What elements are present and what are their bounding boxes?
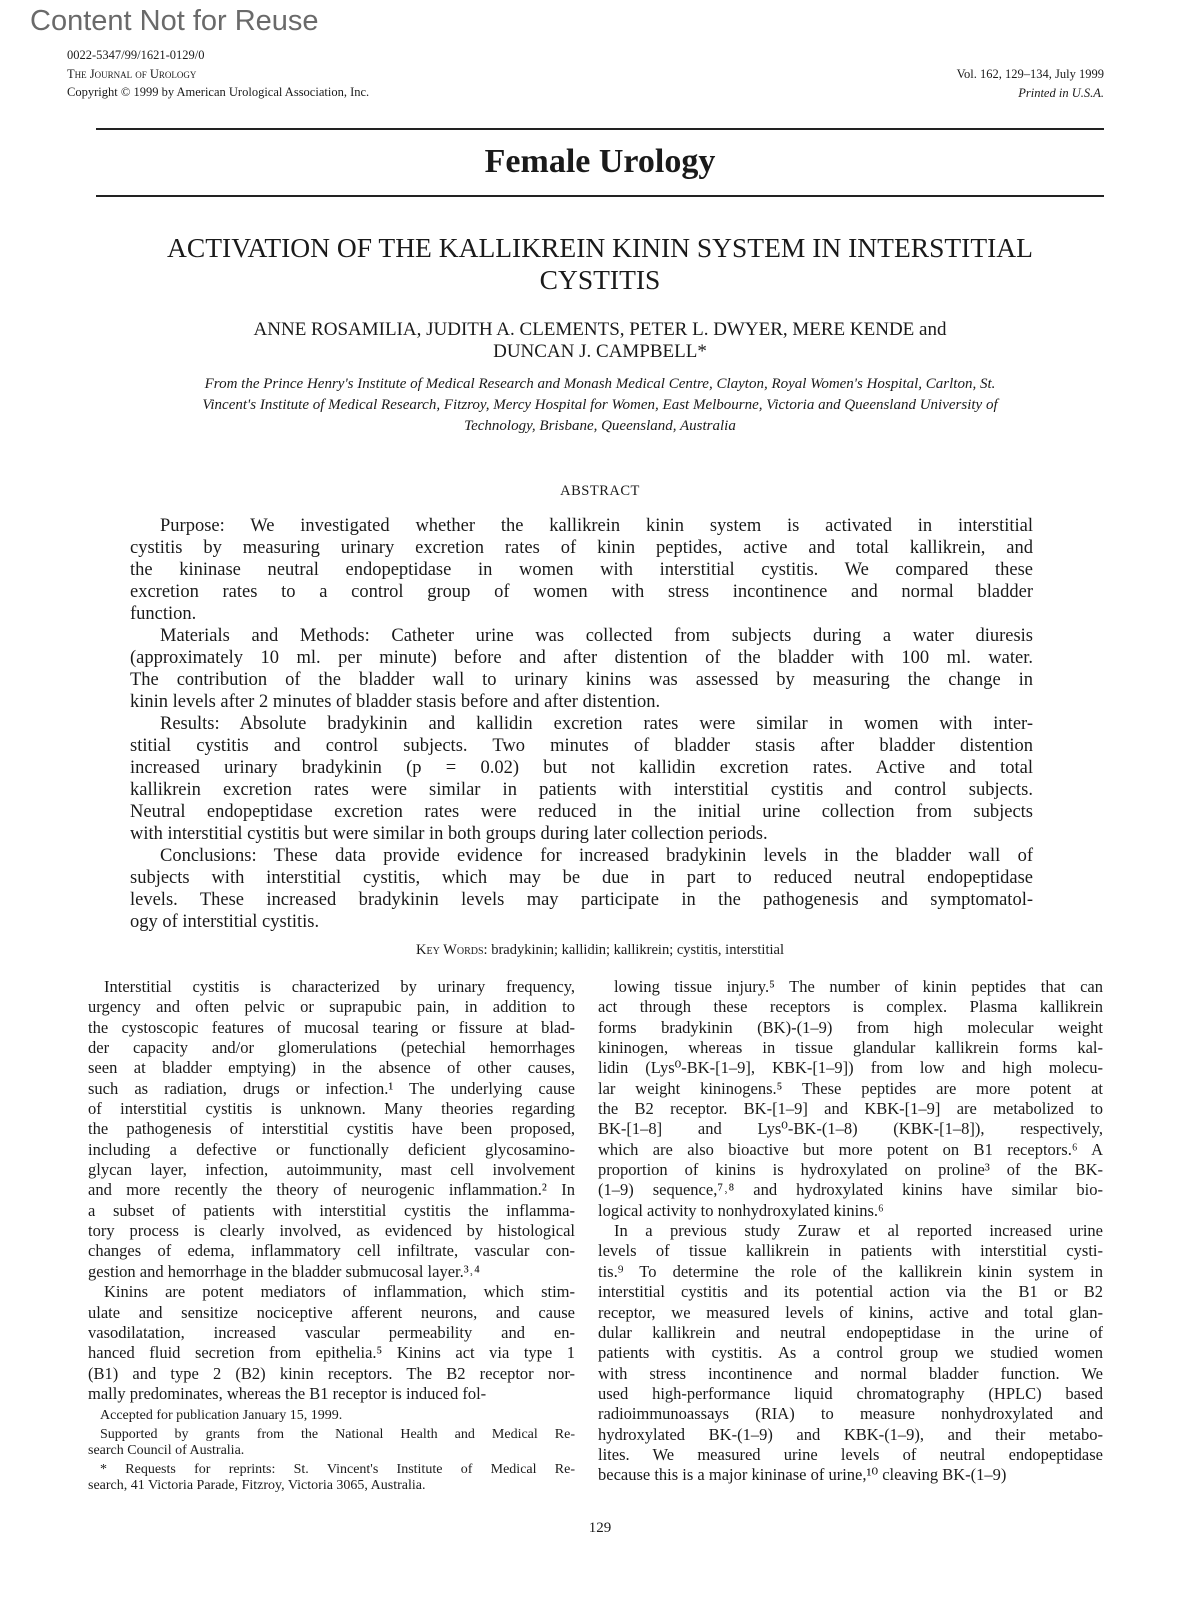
body-line: urgency and often pelvic or suprapubic pain, in addition to: [88, 997, 575, 1017]
abstract-line: Neutral endopeptidase excretion rates were reduced in the initial urine collection from subjects: [130, 802, 1033, 822]
body-line: which are also bioactive but more potent on B1 receptors.⁶ A: [598, 1139, 1103, 1159]
body-line: forms bradykinin (BK)-(1–9) from high molecular weight: [598, 1017, 1103, 1037]
body-line: and more recently the theory of neurogenic inflammation.² In: [88, 1180, 575, 1200]
abstract-line: kinin levels after 2 minutes of bladder stasis before and after distention.: [130, 692, 661, 712]
section-heading: Female Urology: [484, 143, 716, 180]
footnotes: [88, 1408, 575, 1497]
body-line: receptor, we measured levels of kinins, active and total glan-: [598, 1302, 1103, 1322]
body-line: because this is a major kininase of urine,¹⁰ cleaving BK-(1–9): [598, 1465, 1007, 1485]
body-line: such as radiation, drugs or infection.¹ The underlying cause: [88, 1078, 575, 1098]
abstract-line: levels. These increased bradykinin levels may participate in the pathogenesis and symptomatol-: [130, 890, 1033, 910]
body-line: lidin (Lys⁰-BK-[1–9], KBK-[1–9]) from low and high molecu-: [598, 1058, 1103, 1078]
abstract-line: Conclusions: These data provide evidence for increased bradykinin levels in the bladder wall of: [160, 846, 1033, 866]
body-line: tory process is clearly involved, as evidenced by histological: [88, 1221, 575, 1241]
abstract-line: ogy of interstitial cystitis.: [130, 912, 320, 932]
footnote: [88, 1427, 575, 1460]
footnote: [88, 1462, 575, 1495]
body-line: vasodilatation, increased vascular permeability and en-: [88, 1322, 575, 1342]
footnote-line: search, 41 Victoria Parade, Fitzroy, Victoria 3065, Australia.: [88, 1478, 426, 1493]
body-line: lites. We measured urine levels of neutral endopeptidase: [598, 1444, 1103, 1464]
abstract-line: cystitis by measuring urinary excretion rates of kinin peptides, active and total kallikrein, and: [130, 538, 1033, 558]
body-line: logical activity to nonhydroxylated kinins.⁶: [598, 1200, 884, 1220]
abstract-line: function.: [130, 604, 197, 624]
abstract-heading: ABSTRACT: [560, 483, 640, 499]
abstract-line: subjects with interstitial cystitis, which may be due in part to reduced neutral endopeptidase: [130, 868, 1033, 888]
body-line: the cystoscopic features of mucosal tearing or fissure at blad-: [88, 1017, 575, 1037]
affiliation-line: From the Prince Henry's Institute of Medical Research and Monash Medical Centre, Clayton, Royal Women's Hospital, Carlton, St.: [204, 376, 996, 392]
body-line: lowing tissue injury.⁵ The number of kinin peptides that can: [614, 977, 1103, 996]
journal-header-left: [67, 46, 369, 102]
abstract-body: [130, 515, 1033, 933]
abstract-line: excretion rates to a control group of women with stress incontinence and normal bladder: [130, 582, 1033, 602]
abstract-line: kallikrein excretion rates were similar in patients with interstitial cystitis and control subjects.: [130, 780, 1033, 800]
title-line: ACTIVATION OF THE KALLIKREIN KININ SYSTEM IN INTERSTITIAL: [167, 232, 1033, 263]
body-line: kininogen, whereas in tissue glandular kallikrein forms kal-: [598, 1038, 1103, 1058]
left-column: [88, 977, 575, 1404]
body-line: (1–9) sequence,⁷˒⁸ and hydroxylated kinins have similar bio-: [598, 1180, 1103, 1200]
journal-header-right: [957, 65, 1104, 102]
body-line: dular kallikrein and neutral endopeptidase in the urine of: [598, 1322, 1103, 1342]
abstract-line: The contribution of the bladder wall to urinary kinins was assessed by measuring the change in: [130, 670, 1033, 690]
key-words: [0, 942, 1200, 959]
volume-info: Vol. 162, 129–134, July 1999: [956, 67, 1104, 81]
body-line: patients with cystitis. As a control group we studied women: [598, 1343, 1103, 1363]
abstract-line: Purpose: We investigated whether the kallikrein kinin system is activated in interstitial: [160, 516, 1033, 536]
body-line: levels of tissue kallikrein in patients with interstitial cysti-: [598, 1241, 1103, 1261]
abstract-line: Materials and Methods: Catheter urine was collected from subjects during a water diuresis: [160, 626, 1033, 646]
body-line: the pathogenesis of interstitial cystitis have been proposed,: [88, 1119, 575, 1139]
journal-name: The Journal of Urology: [67, 66, 197, 81]
body-line: a subset of patients with interstitial cystitis the inflamma-: [88, 1200, 575, 1220]
title-line: CYSTITIS: [539, 264, 661, 295]
body-line: used high-performance liquid chromatography (HPLC) based: [598, 1383, 1103, 1403]
authors-line: ANNE ROSAMILIA, JUDITH A. CLEMENTS, PETER L. DWYER, MERE KENDE and: [253, 319, 947, 340]
article-title: [60, 232, 1140, 296]
article-code: 0022-5347/99/1621-0129/0: [67, 48, 205, 62]
body-line: mally predominates, whereas the B1 receptor is induced fol-: [88, 1383, 487, 1403]
footnote-line: search Council of Australia.: [88, 1443, 245, 1458]
abstract-line: the kininase neutral endopeptidase in women with interstitial cystitis. We compared these: [130, 560, 1033, 580]
body-line: proportion of kinins is hydroxylated on proline³ of the BK-: [598, 1160, 1103, 1180]
abstract-line: increased urinary bradykinin (p = 0.02) but not kallidin excretion rates. Active and total: [130, 758, 1033, 778]
section-rule: [96, 195, 1104, 197]
authors: [100, 319, 1100, 363]
copyright-line: Copyright © 1999 by American Urological Association, Inc.: [67, 85, 370, 99]
body-line: radioimmunoassays (RIA) to measure nonhydroxylated and: [598, 1404, 1103, 1424]
body-line: ulate and sensitize nociceptive afferent neurons, and cause: [88, 1302, 575, 1322]
footnote-line: Supported by grants from the National Health and Medical Re-: [100, 1426, 575, 1442]
footnote-line: * Requests for reprints: St. Vincent's Institute of Medical Re-: [100, 1461, 575, 1477]
key-words-label: Key Words:: [416, 942, 488, 958]
body-line: hanced fluid secretion from epithelia.⁵ Kinins act via type 1: [88, 1343, 575, 1363]
abstract-line: with interstitial cystitis but were similar in both groups during later collection periods.: [130, 824, 768, 844]
body-line: lar weight kininogens.⁵ These peptides are more potent at: [598, 1078, 1103, 1098]
body-line: Kinins are potent mediators of inflammation, which stim-: [104, 1282, 575, 1302]
body-line: Interstitial cystitis is characterized by urinary frequency,: [104, 977, 575, 996]
affiliation: [90, 374, 1110, 437]
body-line: act through these receptors is complex. Plasma kallikrein: [598, 997, 1103, 1017]
page-number: 129: [588, 1520, 612, 1536]
body-line: of interstitial cystitis is unknown. Many theories regarding: [88, 1099, 575, 1119]
body-line: interstitial cystitis and its potential action via the B1 or B2: [598, 1282, 1103, 1302]
watermark: Content Not for Reuse: [30, 5, 319, 37]
body-line: gestion and hemorrhage in the bladder submucosal layer.³˒⁴: [88, 1261, 480, 1281]
body-line: BK-[1–8] and Lys⁰-BK-(1–8) (KBK-[1–8]), respectively,: [598, 1119, 1103, 1139]
right-column: [598, 977, 1103, 1486]
abstract-line: (approximately 10 ml. per minute) before and after distention of the bladder with 100 ml. water.: [130, 648, 1033, 668]
body-line: glycan layer, infection, autoimmunity, mast cell involvement: [88, 1160, 575, 1180]
body-line: In a previous study Zuraw et al reported increased urine: [614, 1221, 1103, 1241]
body-line: including a defective or functionally deficient glycosamino-: [88, 1139, 575, 1159]
body-line: hydroxylated BK-(1–9) and KBK-(1–9), and their metabo-: [598, 1424, 1103, 1444]
abstract-line: Results: Absolute bradykinin and kallidin excretion rates were similar in women with inter-: [160, 714, 1033, 734]
abstract-line: stitial cystitis and control subjects. Two minutes of bladder stasis after bladder distention: [130, 736, 1033, 756]
key-words-list: bradykinin; kallidin; kallikrein; cystitis, interstitial: [491, 942, 784, 958]
body-line: der capacity and/or glomerulations (petechial hemorrhages: [88, 1038, 575, 1058]
body-line: (B1) and type 2 (B2) kinin receptors. The B2 receptor nor-: [88, 1363, 575, 1383]
footnote-line: Accepted for publication January 15, 1999.: [100, 1408, 343, 1423]
printed-in: Printed in U.S.A.: [1018, 85, 1104, 100]
authors-line: DUNCAN J. CAMPBELL*: [493, 341, 707, 362]
body-line: tis.⁹ To determine the role of the kallikrein kinin system in: [598, 1261, 1103, 1281]
footnote: [88, 1408, 575, 1425]
body-line: with stress incontinence and normal bladder function. We: [598, 1363, 1103, 1383]
top-rule: [96, 128, 1104, 130]
affiliation-line: Technology, Brisbane, Queensland, Australia: [464, 418, 736, 434]
body-line: the B2 receptor. BK-[1–9] and KBK-[1–9] are metabolized to: [598, 1099, 1103, 1119]
body-line: seen at bladder emptying) in the absence of other causes,: [88, 1058, 575, 1078]
body-line: changes of edema, inflammatory cell infiltrate, vascular con-: [88, 1241, 575, 1261]
affiliation-line: Vincent's Institute of Medical Research, Fitzroy, Mercy Hospital for Women, East Melbourne, Victoria and Queensland University of: [202, 397, 998, 413]
